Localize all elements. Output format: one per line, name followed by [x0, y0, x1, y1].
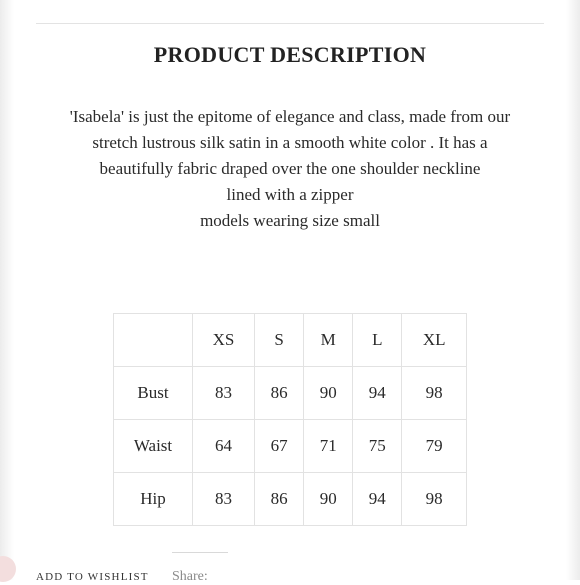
row-label-waist: Waist: [114, 420, 193, 473]
description-line: stretch lustrous silk satin in a smooth white color . It has a: [92, 133, 488, 152]
table-cell: 71: [304, 420, 353, 473]
description-line: 'Isabela' is just the epitome of elegance and class, made from our: [69, 107, 511, 126]
table-row: [114, 473, 467, 526]
size-header-empty: [114, 314, 193, 367]
size-header-s: S: [255, 314, 304, 367]
size-header-l: L: [353, 314, 402, 367]
right-edge-shadow: [566, 0, 580, 580]
table-row: [114, 420, 467, 473]
table-cell: 94: [353, 473, 402, 526]
table-cell: 79: [402, 420, 467, 473]
table-cell: 83: [193, 473, 255, 526]
size-header-xl: XL: [402, 314, 467, 367]
table-cell: 86: [255, 473, 304, 526]
description-line: lined with a zipper: [226, 185, 354, 204]
table-cell: 67: [255, 420, 304, 473]
description-line: beautifully fabric draped over the one shoulder neckline: [99, 159, 481, 178]
add-to-wishlist-link[interactable]: ADD TO WISHLIST: [36, 571, 149, 583]
row-label-bust: Bust: [114, 367, 193, 420]
product-description: [40, 104, 540, 234]
row-label-hip: Hip: [114, 473, 193, 526]
left-edge-shadow: [0, 0, 14, 580]
size-header-row: [114, 314, 467, 367]
size-header-xs: XS: [193, 314, 255, 367]
section-title: PRODUCT DESCRIPTION: [153, 42, 427, 67]
table-cell: 90: [304, 473, 353, 526]
size-chart-table: [113, 313, 467, 526]
table-cell: 98: [402, 473, 467, 526]
table-row: [114, 367, 467, 420]
table-cell: 94: [353, 367, 402, 420]
table-cell: 64: [193, 420, 255, 473]
table-cell: 83: [193, 367, 255, 420]
table-cell: 98: [402, 367, 467, 420]
description-line: models wearing size small: [200, 211, 380, 230]
share-divider: [172, 552, 228, 553]
table-cell: 90: [304, 367, 353, 420]
table-cell: 75: [353, 420, 402, 473]
share-label: Share:: [172, 569, 208, 584]
top-divider: [36, 23, 544, 24]
size-header-m: M: [304, 314, 353, 367]
table-cell: 86: [255, 367, 304, 420]
